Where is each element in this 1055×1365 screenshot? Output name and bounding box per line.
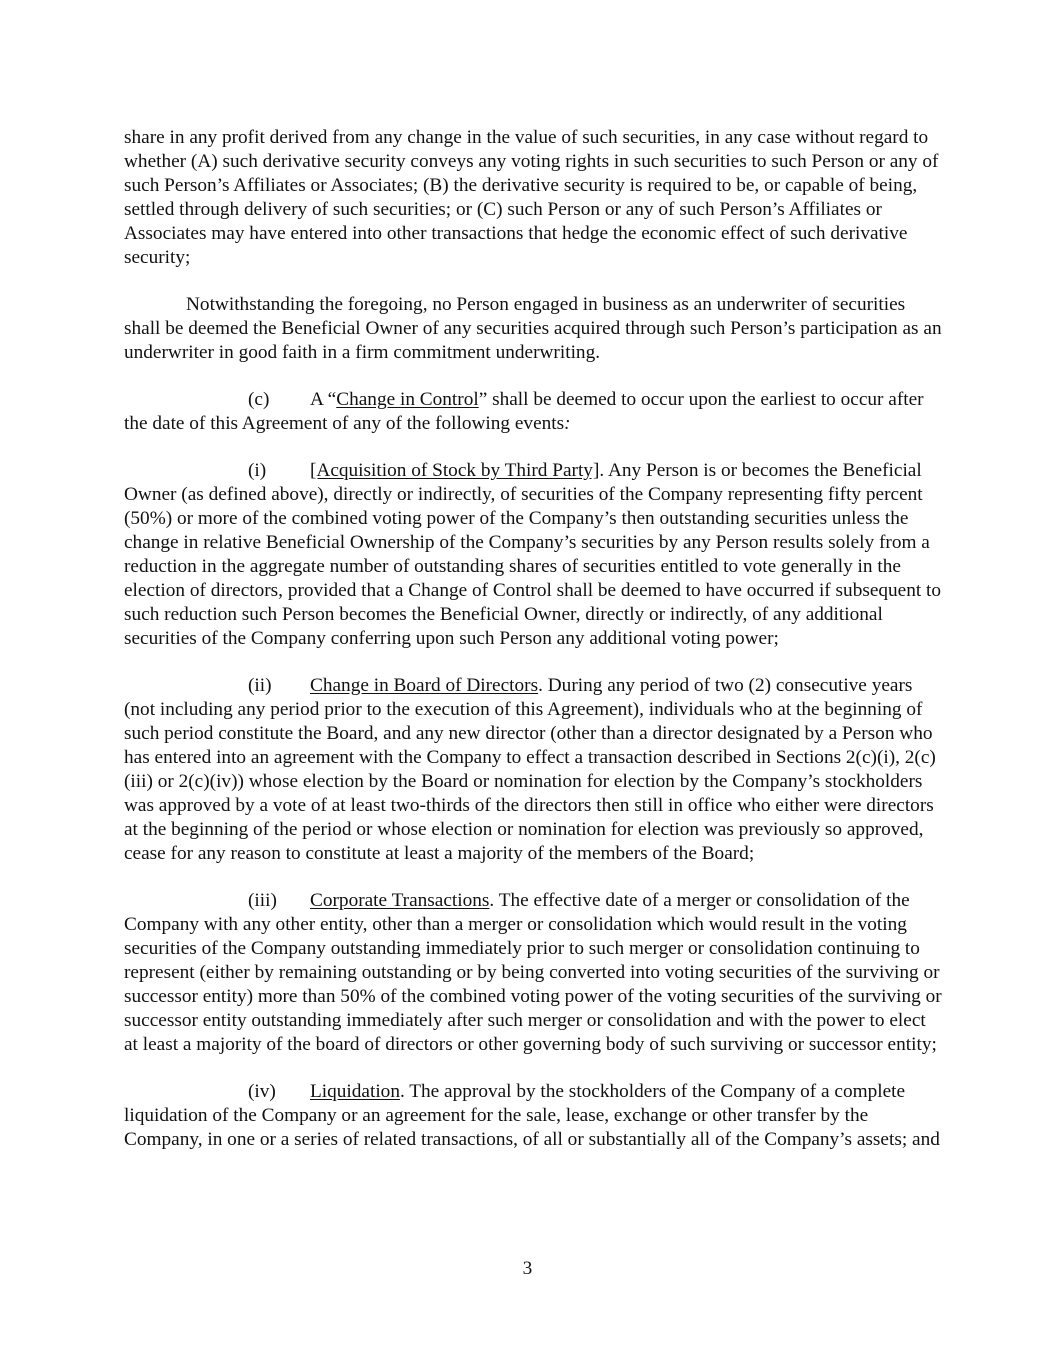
item-iv-liquidation bbox=[124, 1080, 944, 1152]
item-body: . During any period of two (2) consecutive years (not including any period prior to the execution of this Agreement), individuals who at the beginning of such period constitute the Board, and any new director (other than a director designated by a Person who has entered into an agreement with the Company to effect a transaction described in Sections 2(c)(i), 2(c)(iii) or 2(c)(iv)) whose election by the Board or nomination for election by the Company’s stockholders was approved by a vote of at least two-thirds of the directors then still in office who either were directors at the beginning of the period or whose election or nomination for election was previously so approved, cease for any reason to constitute at least a majority of the members of the Board; bbox=[124, 675, 936, 864]
item-heading: Corporate Transactions bbox=[310, 890, 490, 911]
paragraph-underwriter-exception: Notwithstanding the foregoing, no Person engaged in business as an underwriter of securities shall be deemed the Beneficial Owner of any securities acquired through such Person’s participation as an underwriter in good faith in a firm commitment underwriting. bbox=[124, 294, 942, 363]
item-label: (i) bbox=[248, 460, 267, 481]
paragraph-derivative-security: share in any profit derived from any change in the value of such securities, in any case without regard to whether (A) such derivative security conveys any voting rights in such securities to such Person or any of such Person’s Affiliates or Associates; (B) the derivative security is required to be, or capable of being, settled through delivery of such securities; or (C) such Person or any of such Person’s Affiliates or Associates may have entered into other transactions that hedge the economic effect of such derivative security; bbox=[124, 127, 939, 268]
item-body: . The effective date of a merger or consolidation of the Company with any other entity, other than a merger or consolidation which would result in the voting securities of the Company outstanding immediately prior to such merger or consolidation continuing to represent (either by remaining outstanding or by being converted into voting securities of the surviving or successor entity) more than 50% of the combined voting power of the voting securities of the surviving or successor entity outstanding immediately after such merger or consolidation and with the power to elect at least a majority of the board of directors or other governing body of such surviving or successor entity; bbox=[124, 890, 942, 1055]
defined-term: Change in Control bbox=[336, 389, 479, 410]
item-label: (ii) bbox=[248, 675, 272, 696]
page-number: 3 bbox=[522, 1258, 533, 1279]
section-label: (c) bbox=[248, 389, 270, 410]
item-body: . The approval by the stockholders of the Company of a complete liquidation of the Company or an agreement for the sale, lease, exchange or other transfer by the Company, in one or a series of related transactions, of all or substantially all of the Company’s assets; and bbox=[124, 1081, 940, 1150]
item-label: (iv) bbox=[248, 1081, 276, 1102]
item-heading: Change in Board of Directors bbox=[310, 675, 539, 696]
item-iii-corporate-transactions bbox=[124, 889, 944, 1057]
section-c-change-in-control bbox=[124, 388, 944, 436]
section-colon: : bbox=[564, 413, 571, 434]
item-label: (iii) bbox=[248, 890, 277, 911]
item-i-acquisition-of-stock bbox=[124, 459, 944, 651]
item-body: . Any Person is or becomes the Beneficial Owner (as defined above), directly or indirectly, of securities of the Company representing fifty percent (50%) or more of the combined voting power of the Company’s then outstanding securities unless the change in relative Beneficial Ownership of the Company’s securities by any Person results solely from a reduction in the aggregate number of outstanding shares of securities entitled to vote generally in the election of directors, provided that a Change of Control shall be deemed to have occurred if subsequent to such reduction such Person becomes the Beneficial Owner, directly or indirectly, of any additional securities of the Company conferring upon such Person any additional voting power; bbox=[124, 460, 942, 649]
item-ii-change-in-board bbox=[124, 674, 944, 866]
section-text-pre: A “ bbox=[310, 389, 337, 410]
section-text-post: ” shall be deemed to occur upon the earliest to occur after the date of this Agreement of any of the following events bbox=[124, 389, 924, 434]
item-heading: [Acquisition of Stock by Third Party] bbox=[310, 460, 600, 481]
item-heading: Liquidation bbox=[310, 1081, 400, 1102]
document-page bbox=[124, 126, 944, 1175]
